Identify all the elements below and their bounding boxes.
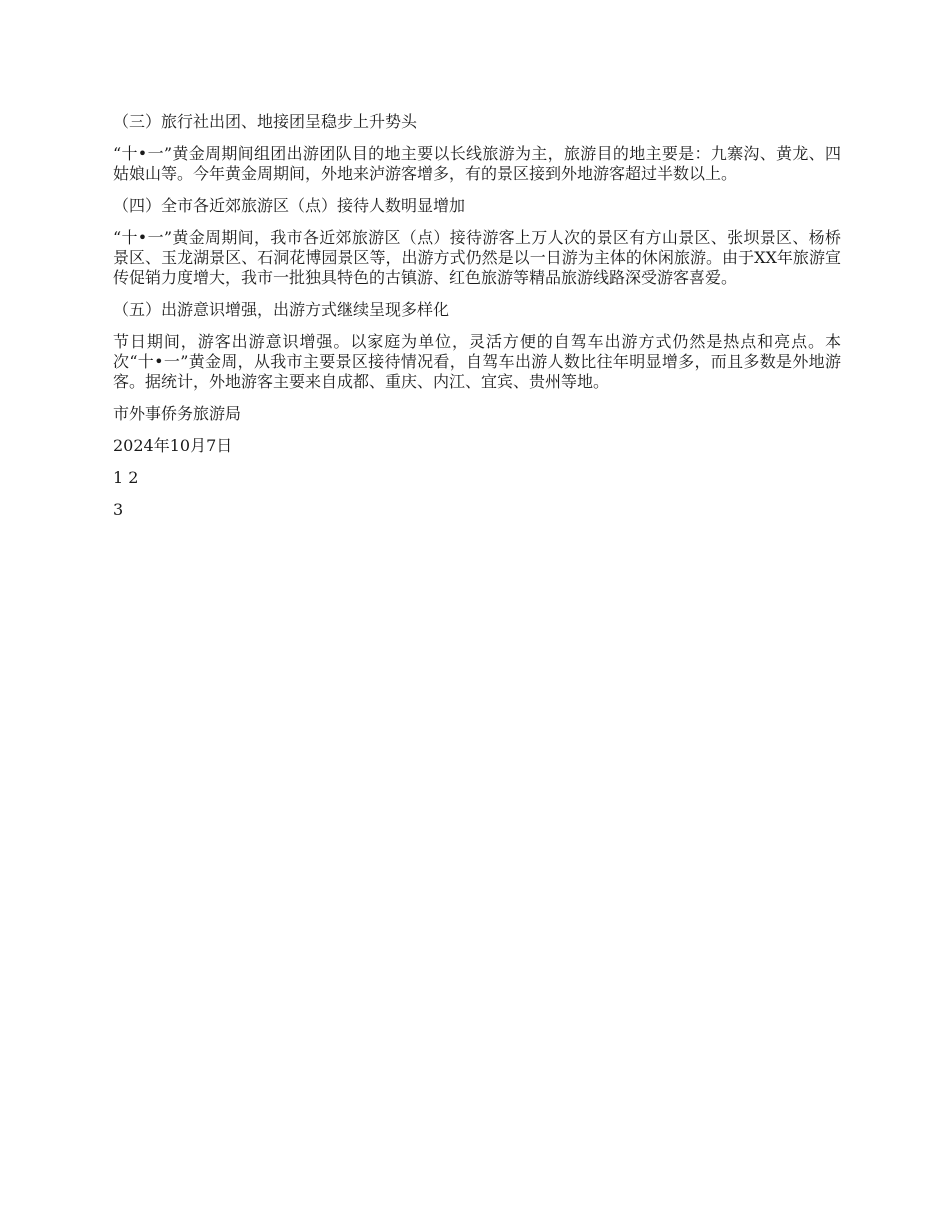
signature-organization: 市外事侨务旅游局 xyxy=(113,404,242,423)
section-heading-5: （五）出游意识增强，出游方式继续呈现多样化 xyxy=(113,300,450,319)
page-links-line-2[interactable]: 3 xyxy=(113,500,124,519)
section-paragraph-5: 节日期间，游客出游意识增强。以家庭为单位，灵活方便的自驾车出游方式仍然是热点和亮点。本次“十•一”黄金周，从我市主要景区接待情况看，自驾车出游人数比往年明显增多，而且多数是外地游客。据统计，外地游客主要来自成都、重庆、内江、宜宾、贵州等地。 xyxy=(113,332,841,391)
section-paragraph-4: “十•一”黄金周期间，我市各近郊旅游区（点）接待游客上万人次的景区有方山景区、张坝景区、杨桥景区、玉龙湖景区、石洞花博园景区等，出游方式仍然是以一日游为主体的休闲旅游。由于XX年旅游宣传促销力度增大，我市一批独具特色的古镇游、红色旅游等精品旅游线路深受游客喜爱。 xyxy=(113,228,841,287)
signature-date: 2024年10月7日 xyxy=(113,436,233,455)
section-heading-3: （三）旅行社出团、地接团呈稳步上升势头 xyxy=(113,112,418,131)
document-body xyxy=(113,112,841,532)
section-paragraph-3: “十•一”黄金周期间组团出游团队目的地主要以长线旅游为主，旅游目的地主要是：九寨沟、黄龙、四姑娘山等。今年黄金周期间，外地来泸游客增多，有的景区接到外地游客超过半数以上。 xyxy=(113,144,841,183)
page-links-line-1[interactable]: 1 2 xyxy=(113,468,139,487)
section-heading-4: （四）全市各近郊旅游区（点）接待人数明显增加 xyxy=(113,196,466,215)
